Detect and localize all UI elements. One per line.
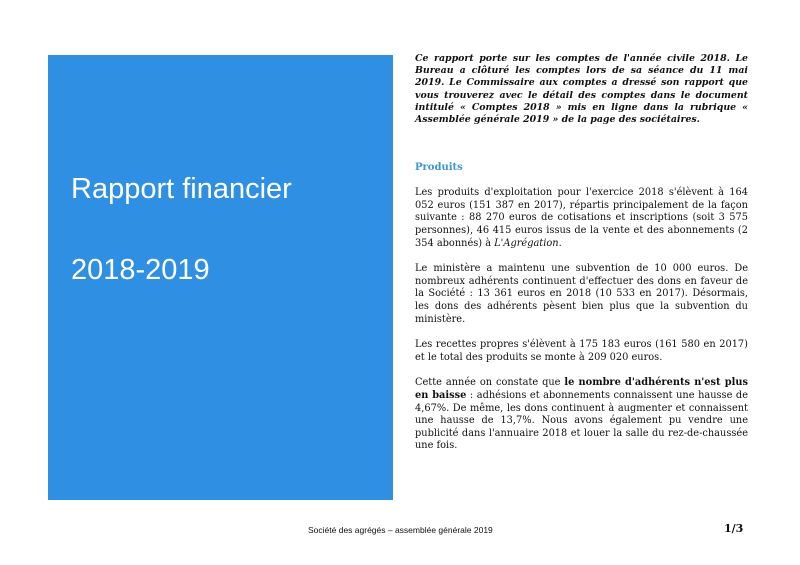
paragraph-text: Cette année on constate que xyxy=(415,377,565,389)
intro-paragraph: Ce rapport porte sur les comptes de l'année civile 2018. Le Bureau a clôturé les comptes lors de sa séance du 11 mai 2019. Le Commissaire aux comptes a dressé son rapport que vous trouverez avec le détail des comptes dans le document intitulé « Comptes 2018 » mis en ligne dans la rubrique « Assemblée générale 2019 » de la page des sociétaires. xyxy=(415,53,748,126)
paragraph-subvention: Le ministère a maintenu une subvention de 10 000 euros. De nombreux adhérents continuent d'effectuer des dons en faveur de la Société : 13 361 euros en 2018 (10 533 en 2017). Désormais, les dons des adhérents pèsent bien plus que la subvention du ministère. xyxy=(415,263,748,325)
paragraph-adherents xyxy=(415,377,748,453)
section-heading-produits: Produits xyxy=(415,162,463,174)
paragraph-text: Les produits d'exploitation pour l'exercice 2018 s'élèvent à 164 052 euros (151 387 en 2017), répartis principalement de la façon suivante : 88 270 euros de cotisations et inscriptions (soit 3 575 personnes), 46 415 euros issus de la vente et des abonnements (2 354 abonnés) à xyxy=(415,187,748,249)
emphasis-text: le nombre d'adhérents n'est plus en baisse xyxy=(415,377,748,401)
paragraph-produits-exploitation xyxy=(415,187,748,250)
content-column xyxy=(415,53,748,453)
paragraph-recettes: Les recettes propres s'élèvent à 175 183 euros (161 580 en 2017) et le total des produits se monte à 209 020 euros. xyxy=(415,339,748,363)
footer-text: Société des agrégés – assemblée générale 2019 xyxy=(308,525,493,535)
paragraph-end: : adhésions et abonnements connaissent une hausse de 4,67%. De même, les dons continuent à augmenter et connaissent une hausse de 13,7%. Nous avons également pu vendre une publicité dans l'annuaire 2018 et louer la salle du rez-de-chaussée une fois. xyxy=(415,389,748,452)
cover-panel xyxy=(48,55,393,500)
report-title: Rapport financier xyxy=(71,173,292,205)
report-years: 2018-2019 xyxy=(71,254,210,286)
paragraph-end: . xyxy=(558,237,562,249)
page-number: 1/3 xyxy=(724,522,744,535)
journal-title: L'Agrégation xyxy=(494,237,559,249)
